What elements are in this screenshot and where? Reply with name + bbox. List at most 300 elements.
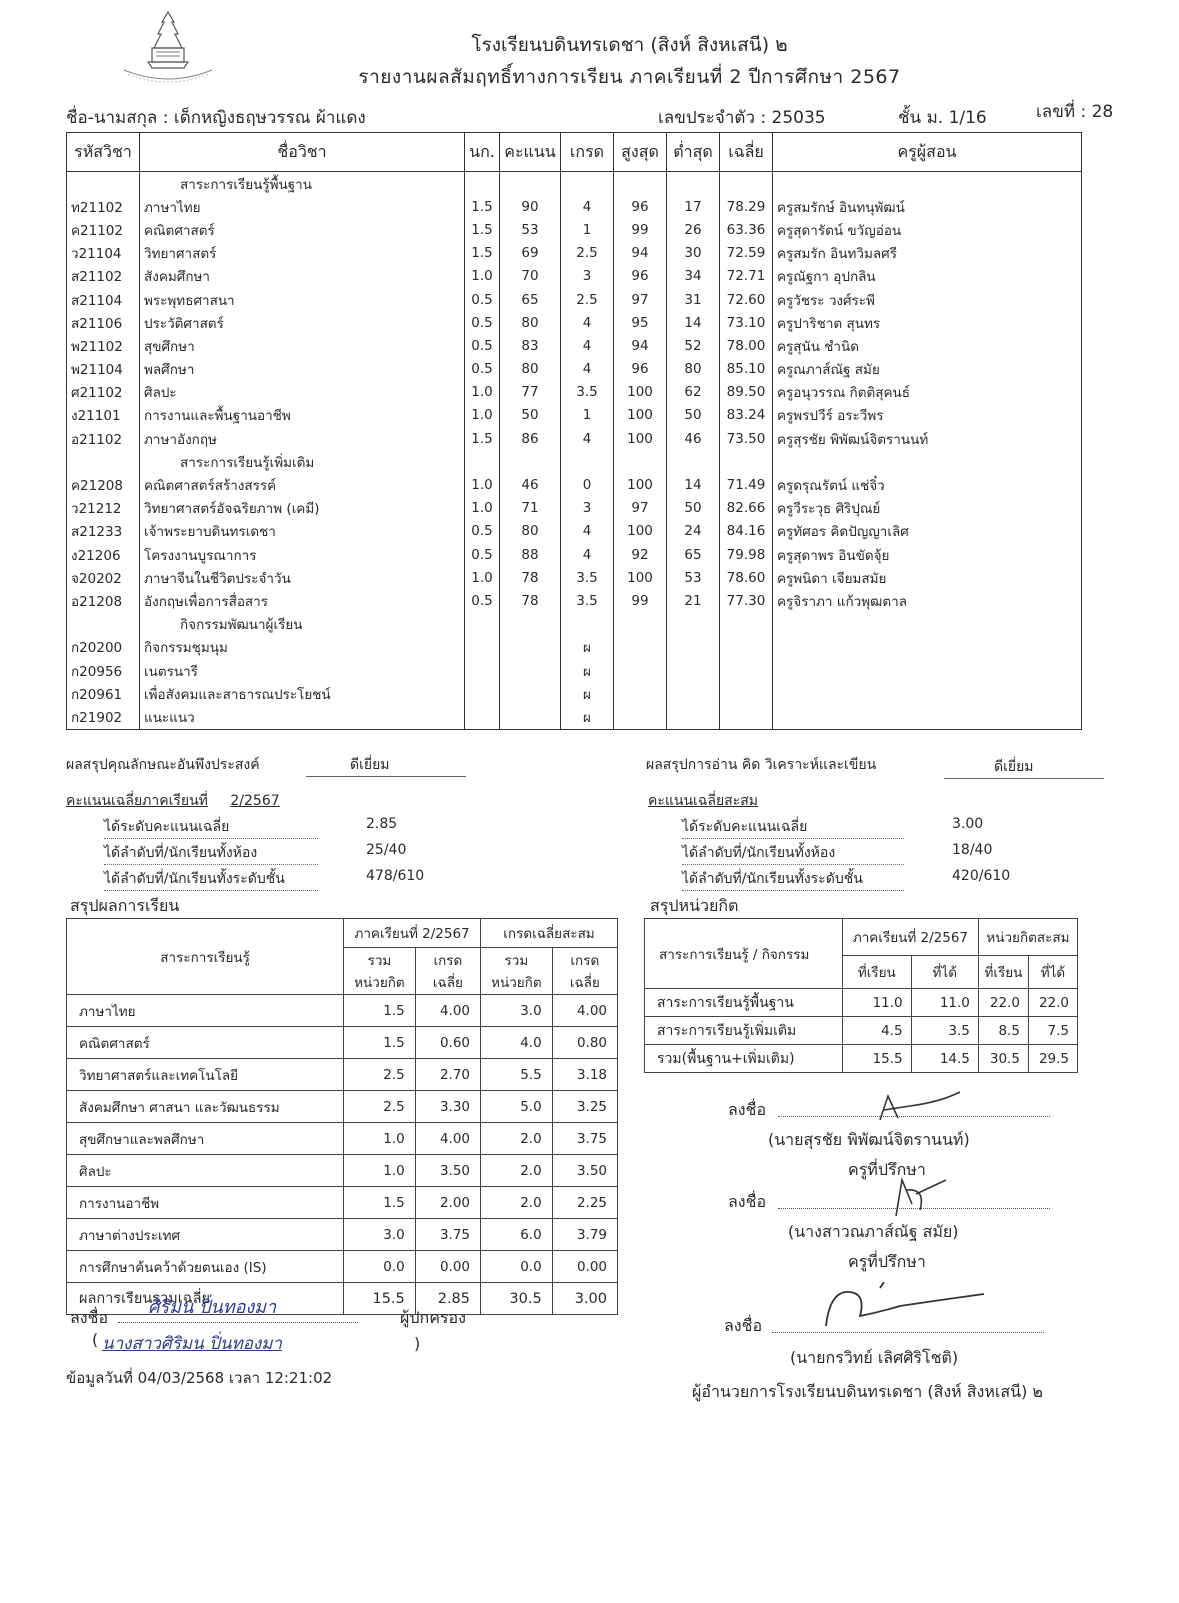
summary-cell-c_gpa: 0.00: [552, 1251, 617, 1283]
grades-row: [67, 427, 1082, 450]
cell-max: 96: [614, 265, 667, 288]
cell-max: 100: [614, 381, 667, 404]
cell-credit: 0.5: [465, 589, 500, 612]
cell-name: วิทยาศาสตร์อัจฉริยภาพ (เคมี): [140, 497, 465, 520]
cell-code: ส21102: [67, 265, 140, 288]
cell-avg: 73.50: [720, 427, 773, 450]
summary-cell-c_cr: 2.0: [481, 1155, 553, 1187]
empty-cell: [67, 450, 140, 473]
student-id: เลขประจำตัว : 25035: [658, 108, 826, 128]
empty-cell: [614, 172, 667, 196]
grades-row: [67, 288, 1082, 311]
cell-name: เนตรนารี: [140, 659, 465, 682]
summary-cell-t_cr: 1.0: [344, 1123, 416, 1155]
credits-cell-t_earned: 11.0: [911, 989, 978, 1017]
cell-min: 14: [667, 311, 720, 334]
cell-max: [614, 659, 667, 682]
summary-cell-c_cr: 0.0: [481, 1251, 553, 1283]
report-title: รายงานผลสัมฤทธิ์ทางการเรียน ภาคเรียนที่ 2 ปีการศึกษา 2567: [358, 66, 901, 88]
semester-row-label: ได้ลำดับที่/นักเรียนทั้งระดับชั้น: [104, 868, 318, 891]
col-header-grade: เกรด: [561, 133, 614, 172]
cell-credit: 1.0: [465, 265, 500, 288]
cell-grade: ผ: [561, 705, 614, 729]
cell-code: ค21208: [67, 473, 140, 496]
cell-grade: 4: [561, 427, 614, 450]
grades-row: [67, 381, 1082, 404]
cell-credit: 1.0: [465, 497, 500, 520]
summary-cell-c_cr: 5.0: [481, 1091, 553, 1123]
grades-row: [67, 520, 1082, 543]
cell-min: 80: [667, 358, 720, 381]
cell-max: 96: [614, 358, 667, 381]
credits-row: [645, 1017, 1078, 1045]
cell-teacher: ครูปาริชาต สุนทร: [773, 311, 1082, 334]
desired-characteristics-value: ดีเยี่ยม: [306, 754, 466, 777]
empty-cell: [614, 613, 667, 636]
cell-code: อ21102: [67, 427, 140, 450]
cell-credit: 1.5: [465, 195, 500, 218]
cell-credit: 1.5: [465, 427, 500, 450]
group-heading: สาระการเรียนรู้เพิ่มเติม: [140, 450, 465, 473]
cell-teacher: ครูวีระวุธ ศิริปุณย์: [773, 497, 1082, 520]
cell-score: 77: [500, 381, 561, 404]
cell-score: 65: [500, 288, 561, 311]
empty-cell: [465, 450, 500, 473]
cumulative-row-label: ได้ลำดับที่/นักเรียนทั้งระดับชั้น: [682, 868, 904, 891]
empty-cell: [720, 450, 773, 473]
empty-cell: [465, 613, 500, 636]
summary-cell-t_cr: 0.0: [344, 1251, 416, 1283]
cell-name: การงานและพื้นฐานอาชีพ: [140, 404, 465, 427]
credits-cell-t_earned: 14.5: [911, 1045, 978, 1073]
cell-credit: 1.0: [465, 566, 500, 589]
group-heading: กิจกรรมพัฒนาผู้เรียน: [140, 613, 465, 636]
cell-avg: 89.50: [720, 381, 773, 404]
cell-grade: 4: [561, 358, 614, 381]
cell-min: 24: [667, 520, 720, 543]
summary-cell-c_cr: 4.0: [481, 1027, 553, 1059]
cell-grade: 3.5: [561, 566, 614, 589]
cell-teacher: ครูพนิดา เจียมสมัย: [773, 566, 1082, 589]
cell-avg: 72.60: [720, 288, 773, 311]
cell-min: 65: [667, 543, 720, 566]
cell-max: 99: [614, 218, 667, 241]
empty-cell: [773, 172, 1082, 196]
summary-cell-c_gpa: 3.50: [552, 1155, 617, 1187]
grades-row: [67, 543, 1082, 566]
cell-code: ค21102: [67, 218, 140, 241]
cell-grade: 4: [561, 195, 614, 218]
cell-code: พ21104: [67, 358, 140, 381]
grades-row: [67, 311, 1082, 334]
cell-min: 26: [667, 218, 720, 241]
grades-group-row: [67, 172, 1082, 196]
cell-avg: [720, 636, 773, 659]
grades-row: [67, 682, 1082, 705]
cell-score: 78: [500, 589, 561, 612]
summary-cell-subject: ภาษาไทย: [67, 995, 344, 1027]
grades-row: [67, 659, 1082, 682]
advisor2-name: (นางสาวณภาส์ณัฐ สมัย): [788, 1222, 959, 1241]
cell-max: 100: [614, 520, 667, 543]
col-header-avg: เฉลี่ย: [720, 133, 773, 172]
credits-cell-t_earned: 3.5: [911, 1017, 978, 1045]
cell-max: 94: [614, 242, 667, 265]
director-signature: [820, 1282, 990, 1332]
cell-avg: [720, 682, 773, 705]
credits-cell-c_earned: 7.5: [1028, 1017, 1077, 1045]
cell-name: ประวัติศาสตร์: [140, 311, 465, 334]
cell-teacher: ครูดรุณรัตน์ แช่จิ๋ว: [773, 473, 1082, 496]
summary-cell-c_gpa: 3.00: [552, 1283, 617, 1315]
cell-avg: 71.49: [720, 473, 773, 496]
advisor2-sign-label: ลงชื่อ: [728, 1192, 767, 1211]
cell-max: 97: [614, 288, 667, 311]
summary-cell-t_gpa: 3.30: [415, 1091, 480, 1123]
cell-score: 70: [500, 265, 561, 288]
summary-col-term-credits: รวม หน่วยกิต: [344, 948, 416, 995]
semester-row-value: 2.85: [366, 816, 398, 832]
cell-avg: 72.71: [720, 265, 773, 288]
summary-cell-subject: สุขศึกษาและพลศึกษา: [67, 1123, 344, 1155]
cell-grade: 3.5: [561, 589, 614, 612]
cell-credit: [465, 682, 500, 705]
cell-credit: 0.5: [465, 358, 500, 381]
cell-teacher: ครูสุนัน ชำนิด: [773, 334, 1082, 357]
semester-avg-heading: [66, 790, 280, 812]
cell-teacher: [773, 705, 1082, 729]
cell-credit: 0.5: [465, 543, 500, 566]
summary-col-cum-credits: รวม หน่วยกิต: [481, 948, 553, 995]
summary-cell-t_cr: 2.5: [344, 1091, 416, 1123]
summary-cell-t_gpa: 4.00: [415, 995, 480, 1027]
cell-name: เพื่อสังคมและสาธารณประโยชน์: [140, 682, 465, 705]
summary-cell-t_gpa: 2.85: [415, 1283, 480, 1315]
summary-row: [67, 1027, 618, 1059]
cell-grade: 4: [561, 334, 614, 357]
cell-min: 50: [667, 497, 720, 520]
advisor1-sign-label: ลงชื่อ: [728, 1100, 767, 1119]
credits-col-term-study: ที่เรียน: [843, 956, 912, 989]
cell-teacher: ครูพรปวีร์ อระวีพร: [773, 404, 1082, 427]
cell-code: จ20202: [67, 566, 140, 589]
summary-results-table: [66, 918, 618, 1315]
summary-cell-t_cr: 1.5: [344, 995, 416, 1027]
cell-avg: 79.98: [720, 543, 773, 566]
cell-max: [614, 705, 667, 729]
cell-name: สังคมศึกษา: [140, 265, 465, 288]
cumulative-row-value: 18/40: [952, 842, 993, 858]
reading-thinking-writing-label: ผลสรุปการอ่าน คิด วิเคราะห์และเขียน: [646, 757, 877, 773]
cell-min: 17: [667, 195, 720, 218]
cell-code: ส21106: [67, 311, 140, 334]
cell-teacher: [773, 682, 1082, 705]
cell-code: ก21902: [67, 705, 140, 729]
summary-cell-c_gpa: 2.25: [552, 1187, 617, 1219]
cell-grade: 4: [561, 520, 614, 543]
advisor1-name: (นายสุรชัย พิพัฒน์จิตรานนท์): [768, 1130, 970, 1149]
cell-code: พ21102: [67, 334, 140, 357]
summary-cell-t_cr: 15.5: [344, 1283, 416, 1315]
credits-col-term: ภาคเรียนที่ 2/2567: [843, 919, 979, 956]
grades-row: [67, 334, 1082, 357]
cell-teacher: ครูณภาส์ณัฐ สมัย: [773, 358, 1082, 381]
col-header-score: คะแนน: [500, 133, 561, 172]
cell-name: ศิลปะ: [140, 381, 465, 404]
summary-cell-t_cr: 1.0: [344, 1155, 416, 1187]
summary-cell-subject: การงานอาชีพ: [67, 1187, 344, 1219]
credits-col-term-earned: ที่ได้: [911, 956, 978, 989]
cell-max: 95: [614, 311, 667, 334]
summary-col-term: ภาคเรียนที่ 2/2567: [344, 919, 481, 948]
parent-role: ผู้ปกครอง: [400, 1308, 466, 1327]
cell-name: แนะแนว: [140, 705, 465, 729]
col-header-subject: ชื่อวิชา: [140, 133, 465, 172]
summary-row: [67, 1091, 618, 1123]
summary-cell-t_gpa: 2.00: [415, 1187, 480, 1219]
empty-cell: [667, 172, 720, 196]
grades-row: [67, 218, 1082, 241]
cell-avg: 82.66: [720, 497, 773, 520]
cell-teacher: ครูสุรชัย พิพัฒน์จิตรานนท์: [773, 427, 1082, 450]
cell-code: ง21206: [67, 543, 140, 566]
cell-min: 62: [667, 381, 720, 404]
empty-cell: [500, 450, 561, 473]
summary-cell-c_gpa: 4.00: [552, 995, 617, 1027]
cell-score: 86: [500, 427, 561, 450]
summary-cell-c_cr: 3.0: [481, 995, 553, 1027]
empty-cell: [720, 613, 773, 636]
cumulative-avg-heading: คะแนนเฉลี่ยสะสม: [648, 793, 758, 809]
summary-cell-t_gpa: 4.00: [415, 1123, 480, 1155]
cell-grade: 3.5: [561, 381, 614, 404]
cell-name: อังกฤษเพื่อการสื่อสาร: [140, 589, 465, 612]
cell-credit: [465, 705, 500, 729]
cell-score: 53: [500, 218, 561, 241]
cell-avg: 77.30: [720, 589, 773, 612]
cell-grade: 3: [561, 265, 614, 288]
summary-cell-t_cr: 3.0: [344, 1219, 416, 1251]
cell-score: 46: [500, 473, 561, 496]
grades-row: [67, 195, 1082, 218]
cell-grade: 3: [561, 497, 614, 520]
cell-grade: 0: [561, 473, 614, 496]
empty-cell: [773, 613, 1082, 636]
cell-score: 80: [500, 311, 561, 334]
cell-grade: 1: [561, 404, 614, 427]
empty-cell: [720, 172, 773, 196]
cell-max: [614, 682, 667, 705]
grades-row: [67, 497, 1082, 520]
cell-name: พระพุทธศาสนา: [140, 288, 465, 311]
summary-cell-t_gpa: 0.00: [415, 1251, 480, 1283]
group-heading: สาระการเรียนรู้พื้นฐาน: [140, 172, 465, 196]
advisor2-signature: [876, 1170, 966, 1220]
summary-cell-t_cr: 1.5: [344, 1187, 416, 1219]
cell-max: 100: [614, 427, 667, 450]
cell-score: 88: [500, 543, 561, 566]
cell-name: เจ้าพระยาบดินทรเดชา: [140, 520, 465, 543]
cell-credit: 1.0: [465, 473, 500, 496]
cell-score: [500, 705, 561, 729]
grades-row: [67, 566, 1082, 589]
semester-row-label: ได้ลำดับที่/นักเรียนทั้งห้อง: [104, 842, 318, 865]
cell-code: ศ21102: [67, 381, 140, 404]
cell-credit: 1.0: [465, 381, 500, 404]
parent-signature: ศิริมน ปิ่นทองมา: [148, 1297, 277, 1318]
summary-row: [67, 1219, 618, 1251]
credits-cell-c_earned: 29.5: [1028, 1045, 1077, 1073]
summary-cell-c_gpa: 0.80: [552, 1027, 617, 1059]
cell-teacher: ครูอนุวรรณ กิตติสุคนธ์: [773, 381, 1082, 404]
grades-row: [67, 636, 1082, 659]
col-header-min: ต่ำสุด: [667, 133, 720, 172]
grades-row: [67, 404, 1082, 427]
semester-avg-term: 2/2567: [230, 793, 280, 809]
cell-min: 21: [667, 589, 720, 612]
cumulative-row-value: 3.00: [952, 816, 984, 832]
cell-score: 80: [500, 358, 561, 381]
grades-group-row: [67, 613, 1082, 636]
summary-row: [67, 1187, 618, 1219]
grades-header-row: [67, 133, 1082, 172]
cell-avg: 72.59: [720, 242, 773, 265]
summary-row: [67, 1059, 618, 1091]
cell-max: 100: [614, 473, 667, 496]
cell-min: 31: [667, 288, 720, 311]
grades-row: [67, 242, 1082, 265]
summary-col-term-gpa: เกรด เฉลี่ย: [415, 948, 480, 995]
cell-grade: ผ: [561, 636, 614, 659]
cell-code: ส21233: [67, 520, 140, 543]
cell-credit: [465, 636, 500, 659]
cell-teacher: [773, 636, 1082, 659]
summary-cell-t_gpa: 3.75: [415, 1219, 480, 1251]
credits-col-cum-study: ที่เรียน: [978, 956, 1028, 989]
cell-score: [500, 682, 561, 705]
cell-max: 92: [614, 543, 667, 566]
grades-row: [67, 705, 1082, 729]
grades-table: [66, 132, 1082, 730]
director-role: ผู้อำนวยการโรงเรียนบดินทรเดชา (สิงห์ สิงหเสนี) ๒: [692, 1382, 1043, 1401]
summary-cell-t_gpa: 2.70: [415, 1059, 480, 1091]
credits-cell-c_earned: 22.0: [1028, 989, 1077, 1017]
cell-grade: ผ: [561, 659, 614, 682]
cell-score: 80: [500, 520, 561, 543]
advisor2-role: ครูที่ปรึกษา: [848, 1252, 926, 1271]
credits-cell-subject: สาระการเรียนรู้เพิ่มเติม: [645, 1017, 843, 1045]
semester-row-value: 478/610: [366, 868, 425, 884]
semester-row-label: ได้ระดับคะแนนเฉลี่ย: [104, 816, 318, 839]
cell-teacher: ครูทัศอร คิดปัญญาเลิศ: [773, 520, 1082, 543]
cell-min: [667, 636, 720, 659]
empty-cell: [465, 172, 500, 196]
summary-cell-c_cr: 6.0: [481, 1219, 553, 1251]
cumulative-row-label: ได้ระดับคะแนนเฉลี่ย: [682, 816, 904, 839]
summary-cell-c_gpa: 3.75: [552, 1123, 617, 1155]
cell-avg: 73.10: [720, 311, 773, 334]
summary-cell-c_cr: 30.5: [481, 1283, 553, 1315]
credits-cell-c_study: 22.0: [978, 989, 1028, 1017]
cell-grade: ผ: [561, 682, 614, 705]
cell-grade: 1: [561, 218, 614, 241]
cell-min: 52: [667, 334, 720, 357]
summary-cell-c_cr: 5.5: [481, 1059, 553, 1091]
cell-min: [667, 682, 720, 705]
summary-cell-subject: ศิลปะ: [67, 1155, 344, 1187]
cell-teacher: ครูสมรัก อินทวิมลศรี: [773, 242, 1082, 265]
cell-min: 34: [667, 265, 720, 288]
summary-row: [67, 1251, 618, 1283]
grades-row: [67, 358, 1082, 381]
director-sign-line: [772, 1332, 1044, 1333]
summary-col-subject: สาระการเรียนรู้: [67, 919, 344, 995]
cell-avg: 85.10: [720, 358, 773, 381]
cell-credit: 1.5: [465, 242, 500, 265]
summary-cell-t_cr: 2.5: [344, 1059, 416, 1091]
parent-name-close-paren: ): [414, 1334, 421, 1353]
cell-teacher: ครูสมรักษ์ อินทนุพัฒน์: [773, 195, 1082, 218]
reading-thinking-writing-value: ดีเยี่ยม: [944, 756, 1104, 779]
parent-sign-label: ลงชื่อ: [70, 1308, 109, 1327]
summary-cell-t_cr: 1.5: [344, 1027, 416, 1059]
cell-max: 99: [614, 589, 667, 612]
cell-score: [500, 659, 561, 682]
col-header-credit: นก.: [465, 133, 500, 172]
summary-row: [67, 1155, 618, 1187]
credits-cell-subject: รวม(พื้นฐาน+เพิ่มเติม): [645, 1045, 843, 1073]
school-name: โรงเรียนบดินทรเดชา (สิงห์ สิงหเสนี) ๒: [471, 34, 788, 56]
parent-sign-line: [118, 1322, 358, 1323]
grades-body: [67, 172, 1082, 730]
advisor1-role: ครูที่ปรึกษา: [848, 1160, 926, 1179]
cell-teacher: ครูสุดารัตน์ ขวัญอ่อน: [773, 218, 1082, 241]
summary-cell-c_gpa: 3.18: [552, 1059, 617, 1091]
cell-max: 96: [614, 195, 667, 218]
cell-score: [500, 636, 561, 659]
cell-max: 100: [614, 404, 667, 427]
credits-col-subject: สาระการเรียนรู้ / กิจกรรม: [645, 919, 843, 989]
student-name: ชื่อ-นามสกุล : เด็กหญิงธฤษวรรณ ผ้าแดง: [66, 108, 366, 128]
empty-cell: [773, 450, 1082, 473]
cumulative-row-value: 420/610: [952, 868, 1011, 884]
cell-max: 100: [614, 566, 667, 589]
grades-row: [67, 473, 1082, 496]
director-name: (นายกรวิทย์ เลิศศิริโชติ): [790, 1348, 959, 1367]
col-header-code: รหัสวิชา: [67, 133, 140, 172]
cell-name: พลศึกษา: [140, 358, 465, 381]
empty-cell: [667, 613, 720, 636]
cell-score: 78: [500, 566, 561, 589]
cell-score: 50: [500, 404, 561, 427]
empty-cell: [614, 450, 667, 473]
cell-credit: 0.5: [465, 334, 500, 357]
credits-row: [645, 989, 1078, 1017]
empty-cell: [67, 172, 140, 196]
summary-cell-subject: วิทยาศาสตร์และเทคโนโลยี: [67, 1059, 344, 1091]
credits-cell-t_study: 4.5: [843, 1017, 912, 1045]
cell-min: 14: [667, 473, 720, 496]
credits-cell-t_study: 15.5: [843, 1045, 912, 1073]
summary-cell-subject: ภาษาต่างประเทศ: [67, 1219, 344, 1251]
cell-code: ก20956: [67, 659, 140, 682]
summary-credits-table: [644, 918, 1078, 1073]
summary-cell-c_gpa: 3.79: [552, 1219, 617, 1251]
empty-cell: [500, 172, 561, 196]
cell-name: คณิตศาสตร์สร้างสรรค์: [140, 473, 465, 496]
cell-grade: 2.5: [561, 288, 614, 311]
credits-cell-subject: สาระการเรียนรู้พื้นฐาน: [645, 989, 843, 1017]
